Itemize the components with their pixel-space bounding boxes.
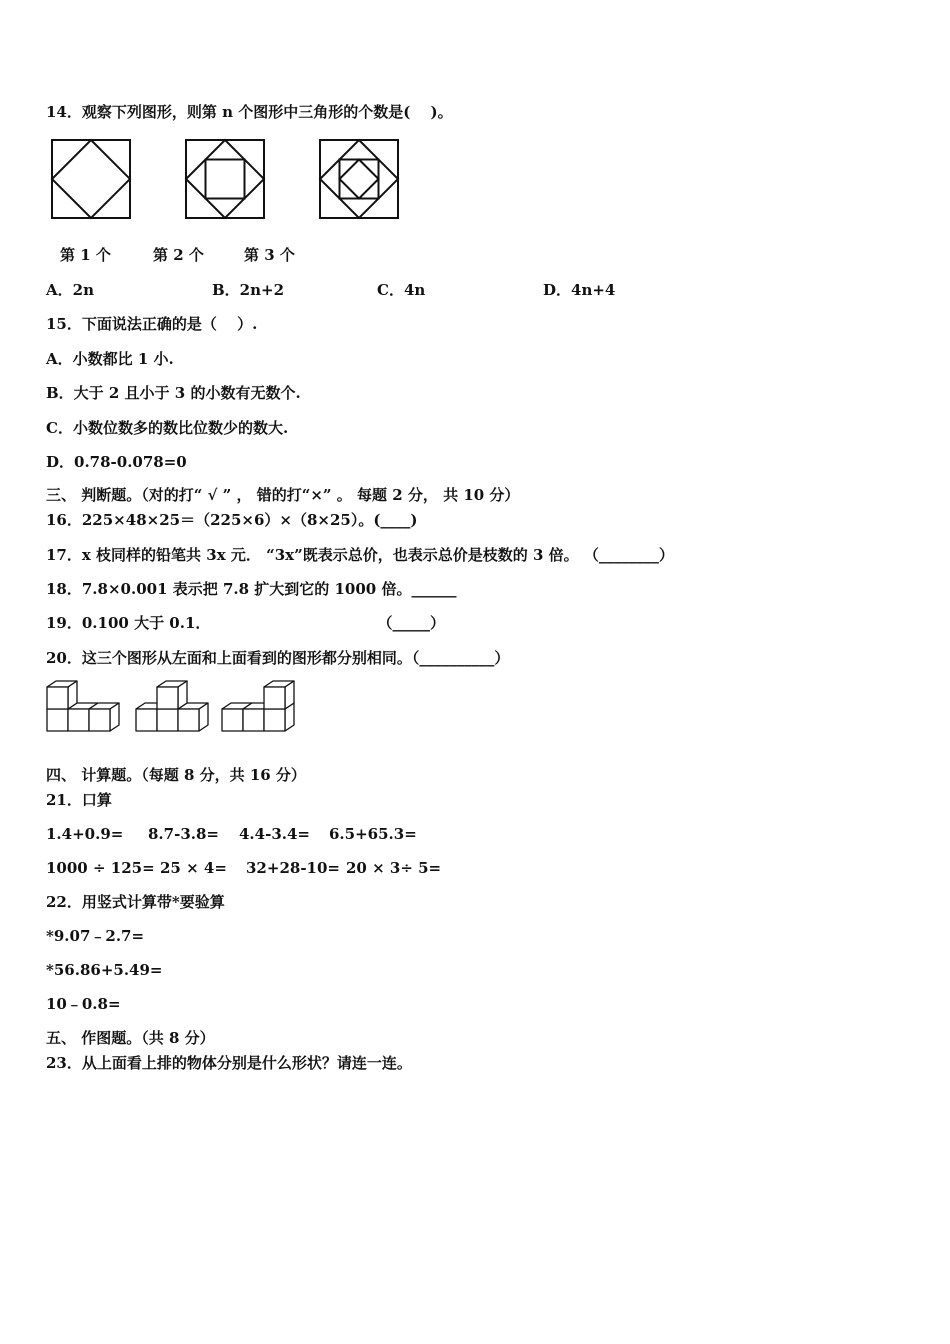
q20: 20．这三个图形从左面和上面看到的图形都分别相同。（__________） (46, 649, 510, 667)
q21-title: 21．口算 (46, 791, 112, 809)
q15-option-c[interactable]: C．小数位数多的数比位数少的数大. (46, 419, 289, 437)
q22-title: 22．用竖式计算带*要验算 (46, 893, 225, 911)
q21-item: 25 × 4= (160, 859, 227, 877)
q20-figure-2 (136, 681, 208, 731)
q16: 16．225×48×25＝（225×6）×（8×25）。(____) (46, 511, 418, 529)
q22-item-3: 10﹣0.8= (46, 995, 121, 1013)
q21-item: 32+28-10= (246, 859, 340, 877)
q22-item-1: *9.07﹣2.7= (46, 927, 145, 945)
q14-option-c[interactable]: C．4n (377, 281, 426, 299)
q22-item-2: *56.86+5.49= (46, 961, 163, 979)
q14-option-b[interactable]: B．2n+2 (212, 281, 285, 299)
q21-item: 1.4+0.9= (46, 825, 124, 843)
q21-item: 4.4-3.4= (239, 825, 310, 843)
q14-option-a[interactable]: A．2n (46, 281, 94, 299)
q15-option-a[interactable]: A．小数都比 1 小. (46, 350, 174, 368)
q23: 23．从上面看上排的物体分别是什么形状？请连一连。 (46, 1054, 412, 1072)
q14-option-d[interactable]: D．4n+4 (543, 281, 616, 299)
q14-caption-1: 第 1 个 (60, 246, 111, 264)
q15-stem: 15．下面说法正确的是（ ）. (46, 315, 258, 333)
q21-item: 6.5+65.3= (329, 825, 417, 843)
q17: 17．x 枝同样的铅笔共 3x 元． “3x”既表示总价，也表示总价是枝数的 3 倍。 （________） (46, 546, 674, 564)
section5-title: 五、 作图题。（共 8 分） (46, 1029, 215, 1047)
q15-option-b[interactable]: B．大于 2 且小于 3 的小数有无数个. (46, 384, 301, 402)
q15-option-d[interactable]: D．0.78-0.078=0 (46, 453, 187, 471)
q14-caption-3: 第 3 个 (244, 246, 295, 264)
q19: 19．0.100 大于 0.1． （_____） (46, 614, 445, 632)
q21-item: 8.7-3.8= (148, 825, 219, 843)
q20-figure-3 (222, 681, 294, 731)
section4-title: 四、 计算题。（每题 8 分，共 16 分） (46, 766, 306, 784)
q21-item: 20 × 3÷ 5= (346, 859, 442, 877)
q20-figure-1 (47, 681, 119, 731)
section3-title: 三、 判断题。（对的打“ √ ” ， 错的打“×” 。 每题 2 分， 共 10 分） (46, 486, 520, 504)
q18: 18．7.8×0.001 表示把 7.8 扩大到它的 1000 倍。______ (46, 580, 457, 598)
q14-stem: 14．观察下列图形，则第 n 个图形中三角形的个数是( )。 (46, 103, 453, 121)
q14-caption-2: 第 2 个 (153, 246, 204, 264)
q21-item: 1000 ÷ 125= (46, 859, 155, 877)
